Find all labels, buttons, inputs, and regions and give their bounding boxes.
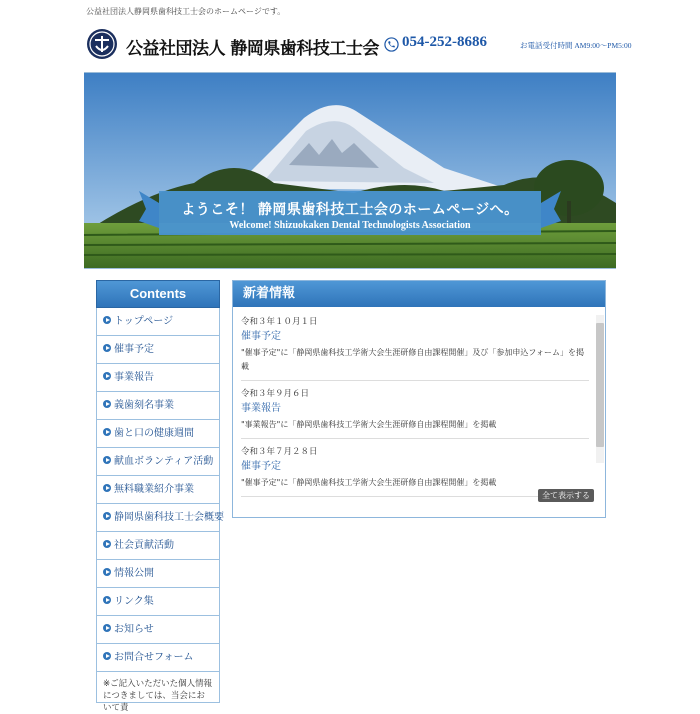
arrow-right-icon: [103, 568, 111, 576]
news-title: 新着情報: [233, 281, 605, 307]
hero-banner: [84, 72, 616, 269]
sidebar-item-contact-form[interactable]: お問合せフォーム: [97, 644, 219, 672]
news-category-link[interactable]: 催事予定: [241, 461, 281, 472]
sidebar-item-overview[interactable]: 静岡県歯科技工士会概要: [97, 504, 219, 532]
sidebar-item-job-placement[interactable]: 無料職業紹介事業: [97, 476, 219, 504]
sidebar-item-events[interactable]: 催事予定: [97, 336, 219, 364]
sidebar-item-denture-engraving[interactable]: 義歯刻名事業: [97, 392, 219, 420]
news-category-link[interactable]: 事業報告: [241, 403, 281, 414]
sidebar-title: Contents: [96, 280, 220, 308]
news-scrollbar[interactable]: [596, 315, 604, 463]
sidebar-item-reports[interactable]: 事業報告: [97, 364, 219, 392]
welcome-japanese: ようこそ！ 静岡県歯科技工士会のホームページへ。: [181, 203, 519, 218]
news-date: 令和３年１０月１日: [241, 317, 318, 327]
news-body: "事業報告"に「静岡県歯科技工学術大会生涯研修自由課程開催」を掲載: [241, 420, 497, 429]
association-logo[interactable]: [86, 28, 118, 60]
news-list[interactable]: [241, 315, 593, 487]
mount-fuji-image: [84, 73, 616, 268]
phone-number[interactable]: 054-252-8686: [402, 34, 487, 50]
arrow-right-icon: [103, 400, 111, 408]
news-scroll-thumb[interactable]: [596, 323, 604, 447]
arrow-right-icon: [103, 540, 111, 548]
sidebar-item-notices[interactable]: お知らせ: [97, 616, 219, 644]
site-header: [84, 28, 632, 66]
news-item: [241, 445, 589, 497]
arrow-right-icon: [103, 596, 111, 604]
privacy-note: ※ご記入いただいた個人情報につきましては、当会において責: [96, 672, 220, 703]
arrow-right-icon: [103, 372, 111, 380]
arrow-right-icon: [103, 316, 111, 324]
sidebar-item-social-contribution[interactable]: 社会貢献活動: [97, 532, 219, 560]
phone-icon: [384, 37, 399, 52]
phone-hours: お電話受付時間 AM9:00〜PM5:00: [520, 41, 632, 50]
arrow-right-icon: [103, 344, 111, 352]
site-tagline: 公益社団法人静岡県歯科技工士会のホームページです。: [86, 7, 286, 16]
news-body: "催事予定"に「静岡県歯科技工学術大会生涯研修自由課程開催」を掲載: [241, 478, 497, 487]
news-category-link[interactable]: 催事予定: [241, 331, 281, 342]
sidebar-item-links[interactable]: リンク集: [97, 588, 219, 616]
arrow-right-icon: [103, 456, 111, 464]
sidebar-nav: [96, 280, 224, 713]
welcome-english: Welcome! Shizuokaken Dental Technologists Association: [229, 220, 471, 231]
sidebar-item-oral-health-week[interactable]: 歯と口の健康週間: [97, 420, 219, 448]
news-item: [241, 387, 589, 439]
arrow-right-icon: [103, 512, 111, 520]
view-all-button[interactable]: 全て表示する: [538, 489, 594, 502]
sidebar-item-top[interactable]: トップページ: [97, 308, 219, 336]
arrow-right-icon: [103, 652, 111, 660]
news-panel: [232, 280, 606, 518]
news-date: 令和３年９月６日: [241, 389, 310, 399]
sidebar-item-blood-donation[interactable]: 献血ボランティア活動: [97, 448, 219, 476]
news-date: 令和３年７月２８日: [241, 447, 318, 457]
sidebar-item-disclosure[interactable]: 情報公開: [97, 560, 219, 588]
arrow-right-icon: [103, 624, 111, 632]
arrow-right-icon: [103, 428, 111, 436]
news-item: [241, 315, 589, 381]
news-body: "催事予定"に「静岡県歯科技工学術大会生涯研修自由課程開催」及び「参加申込フォーム」を掲載: [241, 348, 584, 371]
arrow-right-icon: [103, 484, 111, 492]
org-name[interactable]: 公益社団法人 静岡県歯科技工士会: [126, 39, 379, 59]
